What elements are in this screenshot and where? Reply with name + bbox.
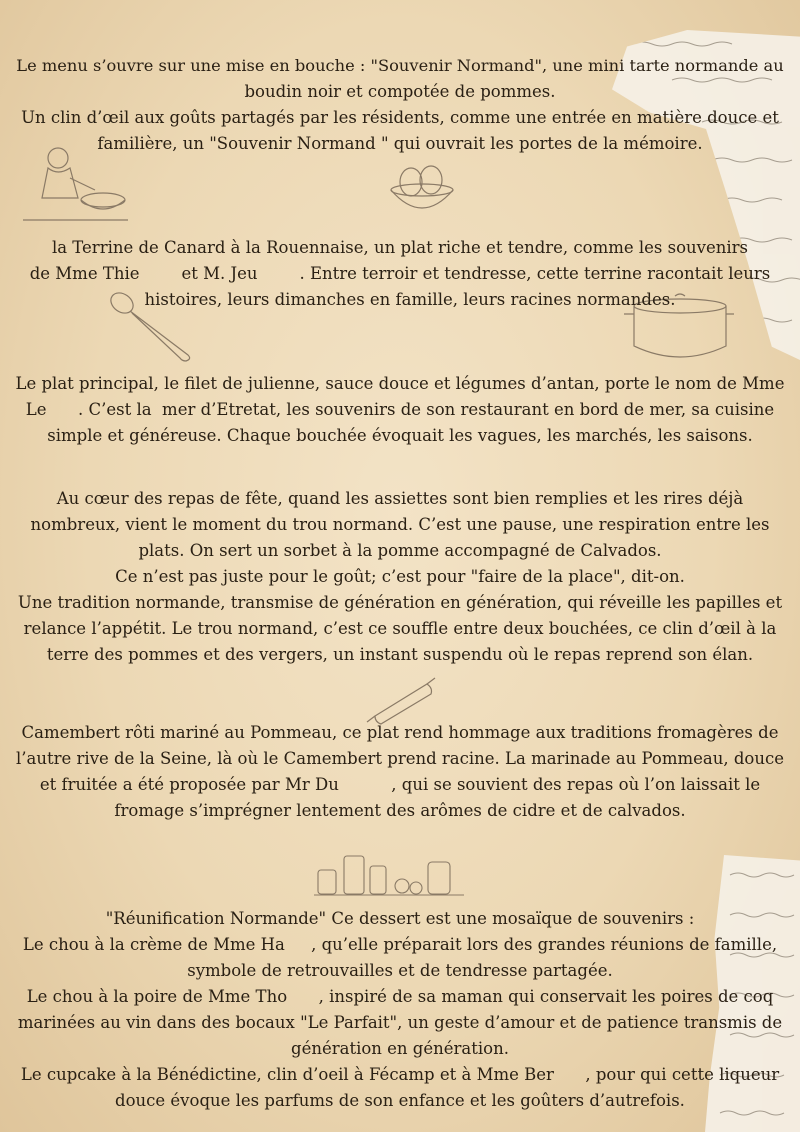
- text-line: Un clin d’œil aux goûts partagés par les résidents, comme une entrée en matière douce et: [21, 108, 779, 127]
- text-line: douce évoque les parfums de son enfance et les goûters d’autrefois.: [115, 1091, 685, 1110]
- text-line: "Réunification Normande" Ce dessert est une mosaïque de souvenirs :: [105, 909, 695, 928]
- section-camembert: [12, 720, 788, 824]
- text-line: Au cœur des repas de fête, quand les assiettes sont bien remplies et les rires déjà: [56, 489, 744, 508]
- text-line: Le . C’est la mer d’Etretat, les souvenirs de son restaurant en bord de mer, sa cuisine: [25, 400, 775, 419]
- text-line: et fruitée a été proposée par Mr Du , qui se souvient des repas où l’on laissait le: [39, 775, 761, 794]
- text-line: marinées au vin dans des bocaux "Le Parfait", un geste d’amour et de patience transmis de: [17, 1013, 783, 1032]
- section-trou-normand: [12, 486, 788, 668]
- text-line: Ce n’est pas juste pour le goût; c’est pour "faire de la place", dit-on.: [115, 567, 685, 586]
- text-line: Le menu s’ouvre sur une mise en bouche : "Souvenir Normand", une mini tarte normande au: [16, 56, 784, 75]
- text-line: fromage s’imprégner lentement des arômes de cidre et de calvados.: [114, 801, 686, 820]
- text-line: Le chou à la crème de Mme Ha , qu’elle préparait lors des grandes réunions de famille,: [22, 935, 778, 954]
- text-line: terre des pommes et des vergers, un instant suspendu où le repas reprend son élan.: [46, 645, 754, 664]
- text-line: simple et généreuse. Chaque bouchée évoquait les vagues, les marchés, les saisons.: [47, 426, 753, 445]
- text-line: de Mme Thie et M. Jeu . Entre terroir et tendresse, cette terrine racontait leurs: [29, 264, 771, 283]
- text-line: l’autre rive de la Seine, là où le Camembert prend racine. La marinade au Pommeau, douce: [16, 749, 784, 768]
- text-line: Le cupcake à la Bénédictine, clin d’oeil à Fécamp et à Mme Ber , pour qui cette liqueur: [20, 1065, 780, 1084]
- section-dessert: [12, 906, 788, 1114]
- text-line: nombreux, vient le moment du trou normand. C’est une pause, une respiration entre les: [30, 515, 770, 534]
- text-line: génération en génération.: [291, 1039, 509, 1058]
- egg-bowl-icon: [385, 160, 460, 220]
- jars-icon: [310, 848, 470, 898]
- text-line: boudin noir et compotée de pommes.: [244, 82, 556, 101]
- section-plat-principal: [12, 371, 788, 449]
- text-line: la Terrine de Canard à la Rouennaise, un plat riche et tendre, comme les souvenirs: [51, 238, 749, 257]
- section-mise-en-bouche: [12, 53, 788, 157]
- text-line: familière, un "Souvenir Normand " qui ouvrait les portes de la mémoire.: [97, 134, 703, 153]
- section-terrine: [12, 235, 788, 313]
- text-line: Le chou à la poire de Mme Tho , inspiré de sa maman qui conservait les poires de coq: [26, 987, 774, 1006]
- text-line: symbole de retrouvailles et de tendresse partagée.: [187, 961, 613, 980]
- text-line: relance l’appétit. Le trou normand, c’est ce souffle entre deux bouchées, ce clin d’œil à la: [23, 619, 777, 638]
- text-line: plats. On sert un sorbet à la pomme accompagné de Calvados.: [138, 541, 662, 560]
- text-line: Camembert rôti mariné au Pommeau, ce plat rend hommage aux traditions fromagères de: [21, 723, 779, 742]
- text-line: Le plat principal, le filet de julienne, sauce douce et légumes d’antan, porte le nom de Mme: [15, 374, 785, 393]
- text-line: histoires, leurs dimanches en famille, leurs racines normandes.: [144, 290, 676, 309]
- text-line: Une tradition normande, transmise de génération en génération, qui réveille les papilles et: [17, 593, 783, 612]
